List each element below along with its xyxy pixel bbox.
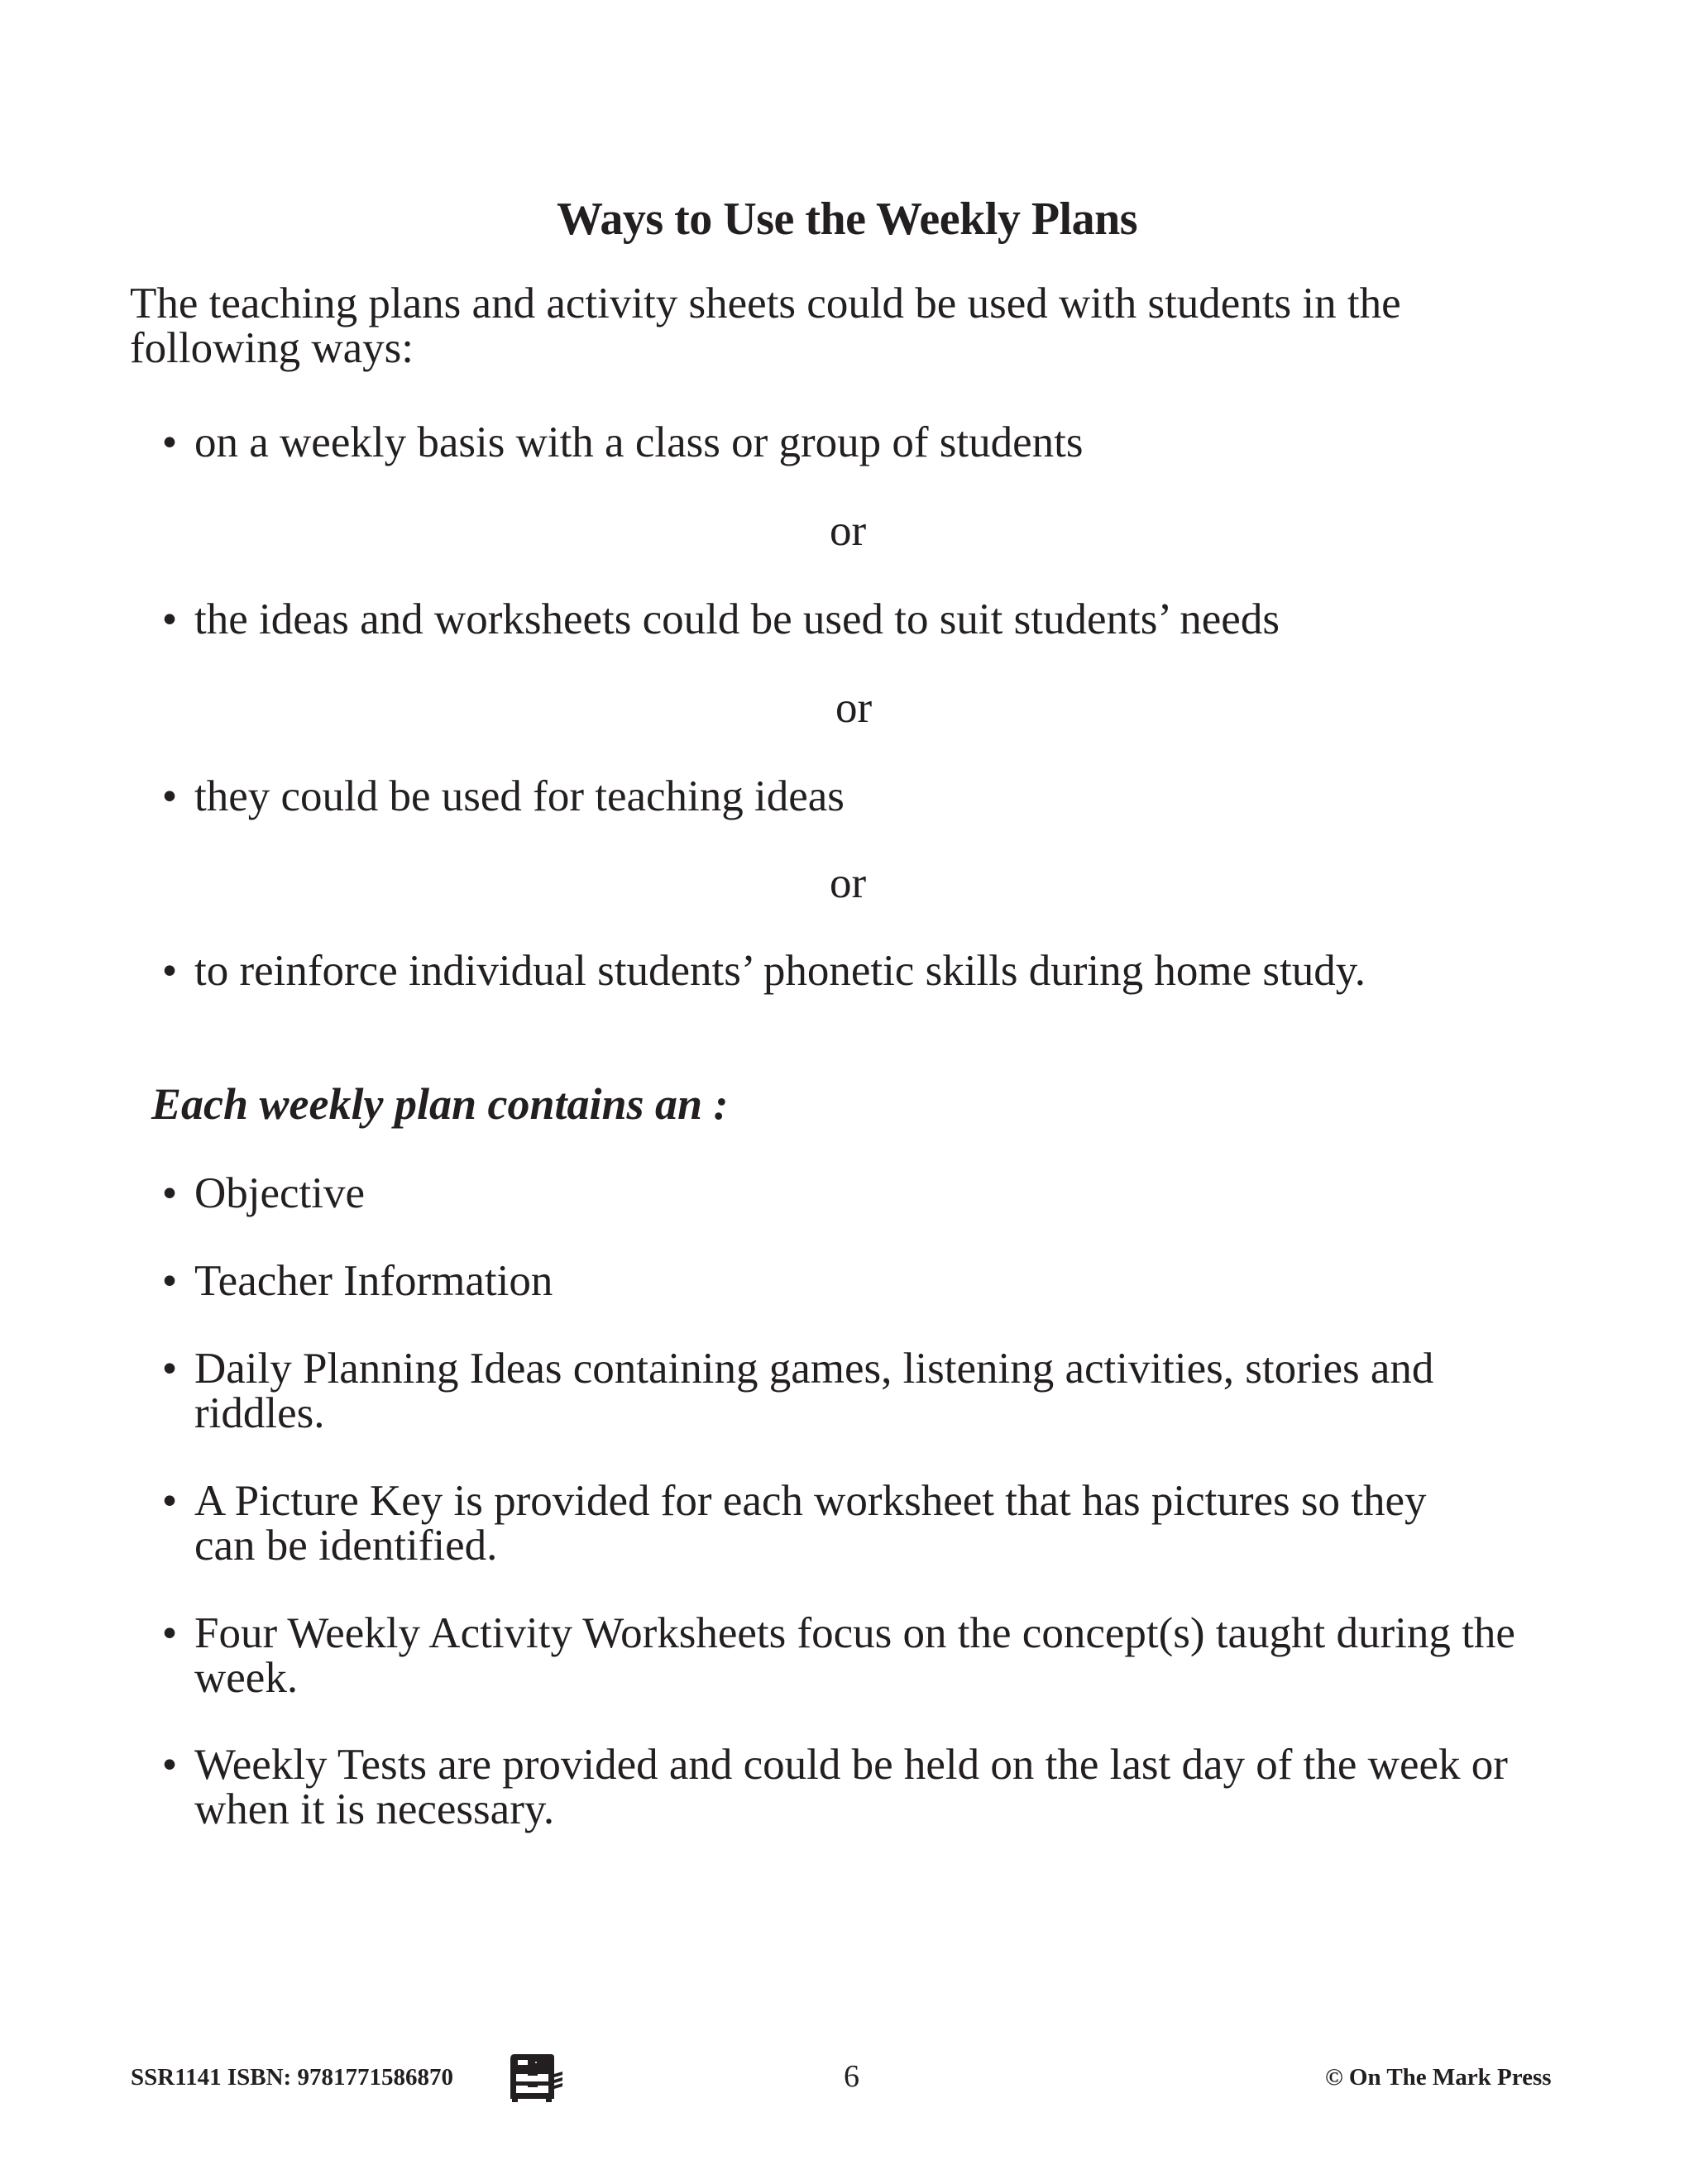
list-item-text (194, 1346, 1433, 1436)
intro-paragraph (130, 281, 1619, 370)
intro-line: The teaching plans and activity sheets could be used with students in the (130, 280, 1401, 327)
list-item-line: can be identified. (194, 1522, 498, 1570)
bullet-icon: • (161, 947, 178, 995)
or-separator: or (835, 684, 873, 732)
list-item-text (194, 597, 1280, 642)
list-item-line: week. (194, 1654, 299, 1702)
list-item-line: Four Weekly Activity Worksheets focus on the concept(s) taught during the (194, 1609, 1515, 1657)
list-item-line: Weekly Tests are provided and could be held on the last day of the week or (194, 1741, 1508, 1789)
bullet-icon: • (161, 1741, 178, 1789)
bullet-icon: • (161, 772, 178, 820)
list-item-text (194, 1479, 1427, 1568)
list-item-text (194, 949, 1366, 993)
list-item-line: A Picture Key is provided for each worksheet that has pictures so they (194, 1477, 1427, 1525)
bullet-icon: • (161, 1609, 178, 1657)
list-item-text (194, 1611, 1515, 1700)
list-item-line: riddles. (194, 1389, 325, 1437)
photocopier-icon (508, 2053, 562, 2104)
bullet-icon: • (161, 1257, 178, 1305)
list-item-line: to reinforce individual students’ phonetic skills during home study. (194, 947, 1366, 995)
list-item-text (194, 1259, 553, 1303)
bullet-icon: • (161, 595, 178, 643)
list-item-text (194, 774, 845, 819)
list-item-line: Objective (194, 1169, 366, 1217)
page-number: 6 (844, 2059, 859, 2094)
list-item-text (194, 420, 1084, 465)
list-item-text (194, 1171, 365, 1216)
list-item-text (194, 1742, 1508, 1832)
or-separator: or (830, 507, 867, 555)
bullet-icon: • (161, 1477, 178, 1525)
or-separator: or (830, 859, 867, 907)
footer-code-isbn: SSR1141 ISBN: 9781771586870 (131, 2064, 453, 2091)
contents-subheading: Each weekly plan contains an : (151, 1079, 729, 1129)
list-item-line: Daily Planning Ideas containing games, listening activities, stories and (194, 1345, 1434, 1393)
list-item-line: when it is necessary. (194, 1785, 555, 1833)
list-item-line: the ideas and worksheets could be used to suit students’ needs (194, 595, 1280, 643)
intro-line: following ways: (130, 324, 414, 372)
list-item-line: they could be used for teaching ideas (194, 772, 845, 820)
page-title: Ways to Use the Weekly Plans (556, 194, 1138, 245)
list-item-line: on a weekly basis with a class or group of students (194, 418, 1084, 466)
bullet-icon: • (161, 1169, 178, 1217)
bullet-icon: • (161, 418, 178, 466)
bullet-icon: • (161, 1345, 178, 1393)
list-item-line: Teacher Information (194, 1257, 553, 1305)
copyright-notice: © On The Mark Press (1325, 2064, 1552, 2091)
